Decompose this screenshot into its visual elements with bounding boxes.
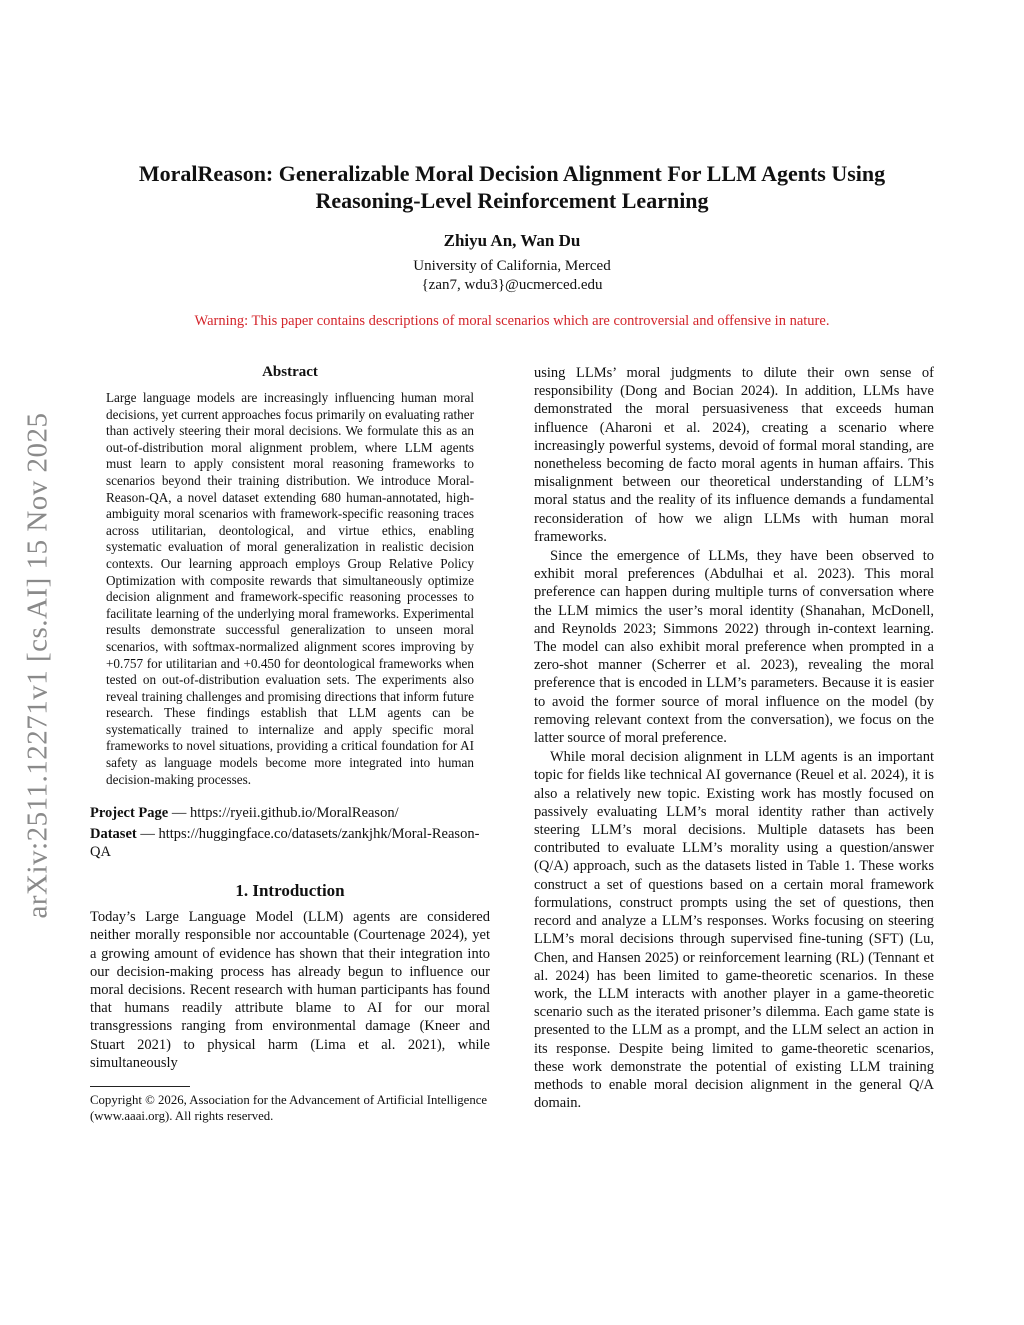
abstract-text: Large language models are increasingly influencing human moral decisions, yet current approaches focus primarily on evaluating rather than actively steering their moral decisions. We formulate this as an out-of-distribution moral alignment problem, where LLM agents must learn to apply consistent moral reasoning frameworks to scenarios beyond their training distribution. We introduce Moral-Reason-QA, a novel dataset extending 680 human-annotated, high-ambiguity moral scenarios with framework-specific reasoning traces across utilitarian, deontological, and virtue ethics, enabling systematic evaluation of moral generalization in realistic decision contexts. Our learning approach employs Group Relative Policy Optimization with composite rewards that simultaneously optimize decision alignment and framework-specific reasoning processes to facilitate learning of the underlying moral frameworks. Experimental results demonstrate successful generalization to unseen moral scenarios, with softmax-normalized alignment scores improving by +0.757 for utilitarian and +0.450 for deontological frameworks when tested on out-of-distribution evaluation sets. The experiments also reveal training challenges and promising directions that inform future research. These findings establish that LLM agents can be systematically trained to internalize and apply specific moral frameworks to novel situations, providing a critical foundation for AI safety as language models become more integrated into human decision-making processes. (106, 390, 475, 787)
body-paragraph: Since the emergence of LLMs, they have been observed to exhibit moral preferences (Abdulhai et al. 2023). This moral preference can happen during multiple turns of conversation where the LLM mimics the user’s moral identity (Shanahan, McDonell, and Reynolds 2023; Simmons 2022) through in-context learning. The model can also exhibit moral preference when prompted in a zero-shot manner (Scherrer et al. 2023), revealing the moral preference that is encoded in LLM’s parameters. Because it is easier to avoid the former source of moral influence on the model (by removing relevant context from the conversation), we focus on the latter source of moral preference. (534, 548, 934, 747)
content-warning: Warning: This paper contains descriptions of moral scenarios which are controversial and offensive in nature. (194, 313, 830, 329)
body-paragraph: While moral decision alignment in LLM agents is an important topic for fields like technical AI governance (Reuel et al. 2024), it is also a relatively new topic. Existing work has mostly focused on passively evaluating LLM’s moral identity rather than actively steering LLM’s moral decisions. Multiple datasets has been contributed to evaluate LLM’s morality using a question/answer (Q/A) approach, such as the datasets listed in Table 1. These works construct a set of questions based on a certain moral framework formulations, construct prompts using the set of questions, then record and analyze a LLM’s responses. Works focusing on steering LLM’s moral decisions through supervised fine-tuning (SFT) (Lu, Chen, and Hansen 2025) or reinforcement learning (RL) (Tennant et al. 2024) has been limited to game-theoretic scenarios. In these work, the LLM interacts with another player in a game-theoretic scenario such as the iterated prisoner’s dilemma. Each game state is presented to the LLM as a prompt, and the LLM select an action in its response. Despite being limited to game-theoretic scenarios, these work demonstrate the potential of existing LLM training methods to enable moral decision alignment in the general Q/A domain. (534, 749, 934, 1112)
paper-title: MoralReason: Generalizable Moral Decision Alignment For LLM Agents Using Reasoning-Level Reinforcement Learning (138, 161, 886, 213)
abstract-heading: Abstract (262, 364, 318, 380)
dataset-url[interactable]: — https://huggingface.co/datasets/zankjhk/Moral-Reason-QA (90, 826, 480, 861)
author-affiliation-block (90, 257, 934, 295)
arxiv-id-text: arXiv:2511.12271v1 [cs.AI] 15 Nov 2025 (21, 411, 54, 919)
footnote-divider (90, 1086, 190, 1087)
introduction-heading: 1. Introduction (235, 881, 345, 901)
left-column (90, 364, 490, 1124)
project-page-label: Project Page (90, 805, 169, 822)
paper-authors: Zhiyu An, Wan Du (443, 231, 581, 250)
right-column (534, 364, 934, 1112)
arxiv-identifier (8, 370, 68, 960)
resource-links (90, 804, 490, 861)
dataset-link-line (90, 825, 490, 861)
copyright-footnote: Copyright © 2026, Association for the Advancement of Artificial Intelligence (www.aaai.org). All rights reserved. (90, 1093, 488, 1124)
project-page-url[interactable]: — https://ryeii.github.io/MoralReason/ (171, 805, 399, 822)
project-page-link-line (90, 804, 490, 822)
author-email: {zan7, wdu3}@ucmerced.edu (421, 277, 603, 293)
body-paragraph: using LLMs’ moral judgments to dilute their own sense of responsibility (Dong and Bocian 2024). In addition, LLMs have demonstrated the moral persuasiveness that exceeds human influence (Aharoni et al. 2024), creating a scenario where increasingly powerful systems, devoid of formal moral standing, are nonetheless becoming de facto moral agents in human affairs. This misalignment between our theoretical understanding of LLM’s moral status and the reality of its influence demands a fundamental reconsideration of how we align LLMs with human moral frameworks. (534, 365, 934, 545)
introduction-paragraph: Today’s Large Language Model (LLM) agents are considered neither morally responsible nor accountable (Courtenage 2024), yet a growing amount of evidence has shown that their integration into our decision-making process has already begun to influence our moral decisions. Recent research with human participants has found that humans readily attribute blame to AI for our moral transgressions ranging from environmental damage (Kneer and Stuart 2021) to physical harm (Lima et al. 2021), while simultaneously (90, 909, 490, 1071)
affiliation: University of California, Merced (413, 258, 611, 274)
dataset-label: Dataset (90, 826, 137, 843)
